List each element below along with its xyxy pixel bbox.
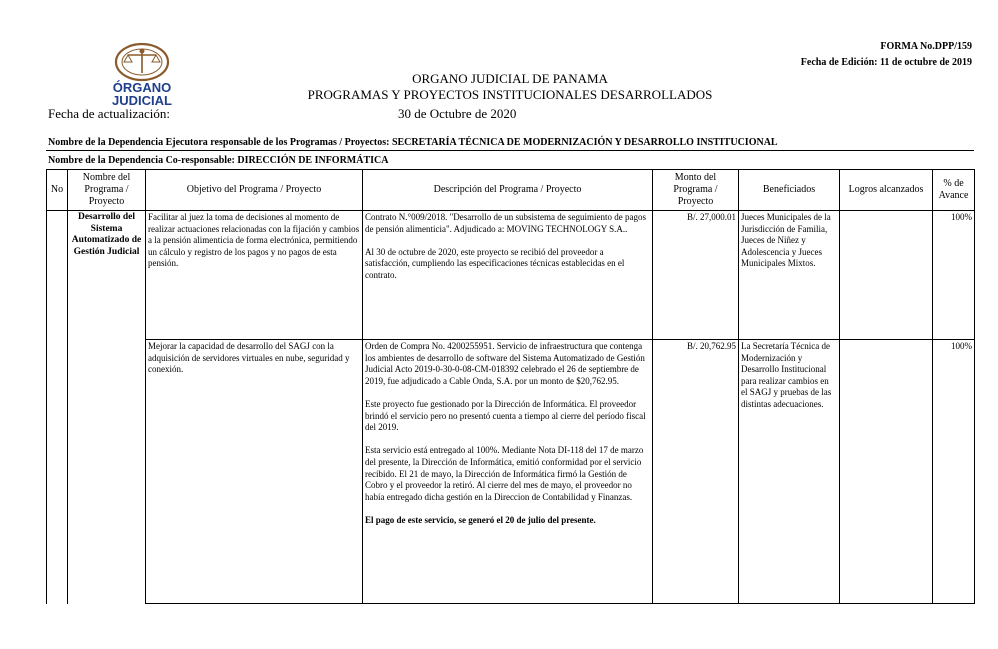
cell-description [363, 211, 653, 340]
col-header-no: No [47, 170, 68, 211]
executing-dependency-label: Nombre de la Dependencia Ejecutora responsable de los Programas / Proyectos: [48, 137, 390, 148]
table-header-row [47, 170, 975, 211]
coresponsible-dependency: Nombre de la Dependencia Co-responsable: DIRECCIÓN DE INFORMÁTICA [48, 155, 389, 166]
cell-amount: B/. 27,000.01 [653, 211, 739, 340]
update-date-label: Fecha de actualización: [48, 106, 170, 121]
col-header-project-name: Nombre del Programa / Proyecto [68, 170, 146, 211]
col-header-beneficiaries: Beneficiados [739, 170, 840, 211]
cell-achievements [840, 211, 933, 340]
cell-objective: Facilitar al juez la toma de decisiones al momento de realizar actuaciones relacionadas con la fijación y cambios a la pensión alimenticia de forma electrónica, permitiendo un cálculo y registro de los pagos y no pagos de esta pensión. [146, 211, 363, 340]
cell-amount: B/. 20,762.95 [653, 340, 739, 604]
cell-achievements [840, 340, 933, 604]
col-header-objective: Objetivo del Programa / Proyecto [146, 170, 363, 211]
divider [46, 150, 974, 151]
description-paragraph: Al 30 de octubre de 2020, este proyecto se recibió del proveedor a satisfacción, cumpliendo las especificaciones técnicas establecidas en el contrato. [365, 246, 625, 280]
organization-title: ORGANO JUDICIAL DE PANAMA [412, 71, 608, 86]
col-header-amount: Monto del Programa / Proyecto [653, 170, 739, 211]
executing-dependency-value: SECRETARÍA TÉCNICA DE MODERNIZACIÓN Y DESARROLLO INSTITUCIONAL [391, 137, 778, 148]
description-paragraph: Contrato N.°009/2018. "Desarrollo de un subsistema de seguimiento de pagos de pensión alimenticia". Adjudicado a: MOVING TECHNOLOGY S.A.. [365, 212, 646, 234]
logo-text-line1: ÓRGANO [112, 80, 172, 95]
executing-dependency [48, 137, 778, 148]
programs-table [46, 169, 975, 604]
description-payment-note: El pago de este servicio, se generó el 20 de julio del presente. [365, 514, 596, 525]
cell-no [47, 340, 68, 604]
description-paragraph: Orden de Compra No. 4200255951. Servicio de infraestructura que contenga los ambientes de desarrollo de software del Sistema Automatizado de Gestión Judicial Acto 2019-0-30-0-08-CM-018392 celebrado el 26 de septiembre de 2019, fue adjudicado a Cable Onda, S.A. por un monto de $20,762.95. [365, 341, 645, 386]
cell-beneficiaries: Jueces Municipales de la Jurisdicción de Familia, Jueces de Niñez y Adolescencia y Jueces Municipales Mixtos. [739, 211, 840, 340]
cell-no [47, 211, 68, 340]
description-paragraph: Esta servicio está entregado al 100%. Mediante Nota DI-118 del 17 de marzo del presente, la Dirección de Informática, emitió conformidad por el servicio recibido. El 21 de mayo, la Dirección de Informática firmó la Gestión de Cobro y el proveedor la retiró. Al cierre del mes de mayo, el proveedor no había entregado dicha gestión en la Direccion de Contabilidad y Finanzas. [365, 445, 644, 502]
col-header-description: Descripción del Programa / Proyecto [363, 170, 653, 211]
cell-project-name: Desarrollo del Sistema Automatizado de Gestión Judicial [68, 211, 146, 604]
description-paragraph: Este proyecto fue gestionado por la Dirección de Informática. El proveedor brindó el servicio pero no presentó cuenta a tiempo al cierre del período fiscal del 2019. [365, 398, 646, 433]
cell-objective: Mejorar la capacidad de desarrollo del SAGJ con la adquisición de servidores virtuales en nube, seguridad y conexión. [146, 340, 363, 604]
edition-date: Fecha de Edición: 11 de octubre de 2019 [800, 57, 972, 68]
form-number: FORMA No.DPP/159 [880, 41, 972, 52]
update-date-value: 30 de Octubre de 2020 [398, 106, 517, 121]
table-row [47, 211, 975, 340]
table-row [47, 340, 975, 604]
col-header-progress: % de Avance [933, 170, 975, 211]
logo-text-line2: JUDICIAL [112, 93, 172, 108]
col-header-achievements: Logros alcanzados [840, 170, 933, 211]
cell-progress: 100% [933, 340, 975, 604]
cell-progress: 100% [933, 211, 975, 340]
page-title: PROGRAMAS Y PROYECTOS INSTITUCIONALES DESARROLLADOS [307, 87, 713, 102]
cell-beneficiaries: La Secretaría Técnica de Modernización y Desarrollo Institucional para realizar cambios en el SAGJ y pruebas de las distintas adecuaciones. [739, 340, 840, 604]
cell-description [363, 340, 653, 604]
